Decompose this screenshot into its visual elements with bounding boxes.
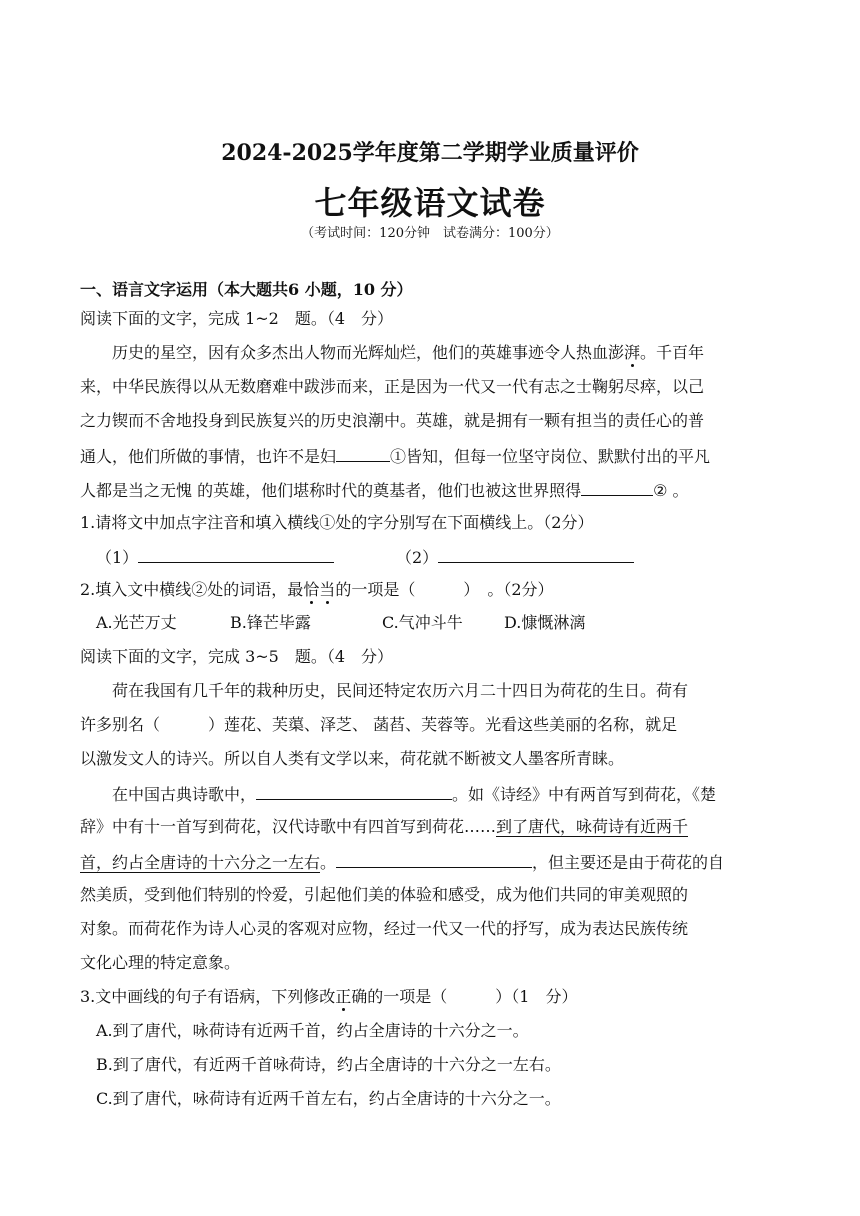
q2-option-b[interactable]: B.锋芒毕露 <box>230 613 311 632</box>
question-3 <box>80 989 577 1005</box>
underlined-sentence: 到了唐代，咏荷诗有近两千 <box>496 817 689 836</box>
question-2 <box>80 582 554 598</box>
passage1-line3: 之力锲而不舍地投身到民族复兴的历史浪潮中。英雄，就是拥有一颗有担当的责任心的普 <box>80 411 705 430</box>
passage2-line5 <box>80 819 688 835</box>
passage2-line4 <box>112 785 716 803</box>
exam-meta: （考试时间：120分钟 试卷满分：100分） <box>301 226 559 241</box>
underlined-sentence: 首，约占全唐诗的十六分之一左右 <box>80 853 321 872</box>
text: 辞》中有十一首写到荷花，汉代诗歌中有四首写到荷花…… <box>80 817 497 836</box>
text: 的一项是（ ） 。（2分） <box>335 580 554 599</box>
q2-option-c[interactable]: C.气冲斗牛 <box>382 613 463 632</box>
passage2-line8: 对象。而荷花作为诗人心灵的客观对应物，经过一代又一代的抒写，成为表达民族传统 <box>80 919 689 938</box>
text: 人都是当之无愧 的英雄，他们堪称时代的奠基者，他们也被这世界照得 <box>80 481 582 500</box>
text: 在中国古典诗歌中， <box>112 785 257 804</box>
question-1: 1.请将文中加点字注音和填入横线①处的字分别写在下面横线上。（2分） <box>80 513 594 532</box>
text: 确的一项是（ ）（1 分） <box>351 987 578 1006</box>
text: 。如《诗经》中有两首写到荷花，《楚 <box>452 785 717 804</box>
passage1-line1 <box>112 345 704 361</box>
q3-option-a[interactable]: A.到了唐代，咏荷诗有近两千首，约占全唐诗的十六分之一。 <box>96 1021 529 1040</box>
q2-option-d[interactable]: D.慷慨淋漓 <box>504 613 586 632</box>
answer-line-1 <box>96 548 334 566</box>
blank-2[interactable] <box>581 481 653 496</box>
q2-option-a[interactable]: A.光芒万丈 <box>96 613 177 632</box>
passage1-line2: 来，中华民族得以从无数磨难中跋涉而来，正是因为一代又一代有志之士鞠躬尽瘁，以己 <box>80 377 705 396</box>
passage2-line9: 文化心理的特定意象。 <box>80 953 241 972</box>
text: 。 <box>320 853 337 872</box>
passage2-intro: 阅读下面的文字，完成 3~5 题。（4 分） <box>80 647 394 666</box>
passage2-line7: 然美质，受到他们特别的怜爱，引起他们美的体验和感受，成为他们共同的审美观照的 <box>80 885 689 904</box>
blank-1[interactable] <box>336 447 390 462</box>
text: 3.文中画线的句子有语病，下列修改 <box>80 987 336 1006</box>
dotted-char: 恰 <box>303 580 320 599</box>
passage2-line1: 荷在我国有几千年的栽种历史，民间还特定农历六月二十四日为荷花的生日。荷有 <box>112 681 689 700</box>
label: （2） <box>396 548 439 567</box>
text: ①皆知，但每一位坚守岗位、默默付出的平凡 <box>390 447 711 466</box>
blank-3[interactable] <box>256 785 452 800</box>
passage2-line6 <box>80 853 724 871</box>
q3-option-c[interactable]: C.到了唐代，咏荷诗有近两千首左右，约占全唐诗的十六分之一。 <box>96 1089 561 1108</box>
blank-4[interactable] <box>336 853 532 868</box>
dotted-char: 湃 <box>624 343 641 362</box>
text: 通人，他们所做的事情，也许不是妇 <box>80 447 337 466</box>
dotted-char: 当 <box>319 580 336 599</box>
text: ② 。 <box>653 481 689 500</box>
passage1-line5 <box>80 481 689 499</box>
answer-field-1[interactable] <box>138 548 334 563</box>
exam-subject-title: 七年级语文试卷 <box>314 184 546 222</box>
q3-option-b[interactable]: B.到了唐代，有近两千首咏荷诗，约占全唐诗的十六分之一左右。 <box>96 1055 561 1074</box>
passage1-line4 <box>80 447 710 465</box>
dotted-char: 正 <box>335 987 352 1006</box>
section-heading: 一、语言文字运用（本大题共6 小题，10 分） <box>80 280 413 299</box>
text: 。千百年 <box>640 343 705 362</box>
text: 2.填入文中横线②处的词语，最 <box>80 580 304 599</box>
answer-line-2 <box>396 548 634 566</box>
passage2-line3: 以激发文人的诗兴。所以自人类有文学以来，荷花就不断被文人墨客所青睐。 <box>80 749 625 768</box>
answer-field-2[interactable] <box>438 548 634 563</box>
text: 历史的星空，因有众多杰出人物而光辉灿烂，他们的英雄事迹令人热血澎 <box>112 343 625 362</box>
passage2-line2: 许多别名（ ）莲花、芙蕖、泽芝、 菡萏、芙蓉等。光看这些美丽的名称，就足 <box>80 715 678 734</box>
text: ，但主要还是由于荷花的自 <box>532 853 725 872</box>
passage1-intro: 阅读下面的文字，完成 1~2 题。（4 分） <box>80 309 394 328</box>
label: （1） <box>96 548 139 567</box>
exam-title: 2024-2025学年度第二学期学业质量评价 <box>221 140 639 166</box>
